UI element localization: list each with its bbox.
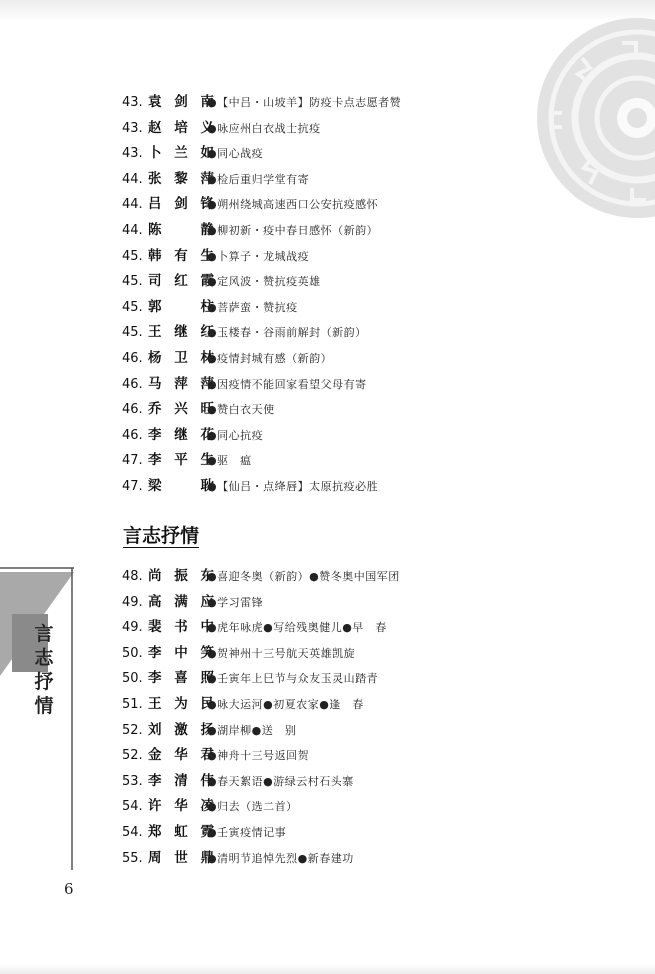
entry-title: ●检后重归学堂有寄 [207,172,310,186]
entry-author: 吕剑锋 [148,196,214,213]
entry-page-number: 44. [122,171,143,187]
entry-title: ●疫情封城有感（新韵） [207,351,333,365]
entry-title: ●同心抗疫 [207,428,264,442]
entry-author: 郭 柱 [148,298,214,315]
entry-page-number: 49. [122,620,143,636]
entry-author: 王为民 [148,695,214,712]
entry-page-number: 45. [122,299,143,315]
entry-author: 李平生 [148,452,214,469]
entry-title: ●朔州绕城高速西口公安抗疫感怀 [207,198,379,212]
entry-page-number: 50. [122,645,143,661]
entry-title: ●菩萨蛮・赞抗疫 [207,300,298,314]
entry-page-number: 53. [122,773,143,789]
entry-title: ●赞白衣天使 [207,403,275,417]
seal-decoration-icon [522,18,655,243]
entry-page-number: 45. [122,248,143,264]
entry-title: ●喜迎冬奥（新韵）●赞冬奥中国军团 [207,570,400,583]
entry-page-number: 48. [122,569,143,584]
entry-author: 李清伟 [148,772,214,789]
entry-page-number: 55. [122,850,143,866]
entry-author: 卜兰如 [148,145,214,162]
entry-title: ●虎年咏虎●写给残奥健儿●早 春 [207,621,387,635]
entry-title: ●壬寅疫情记事 [207,825,287,839]
entry-author: 乔兴旺 [148,401,214,418]
entry-title: ●清明节追悼先烈●新春建功 [207,851,354,865]
entry-title: ●柳初新・疫中春日感怀（新韵） [207,223,379,237]
entry-title: ●【中吕・山坡羊】防疫卡点志愿者赞 [207,96,402,109]
entry-author: 周世鼎 [148,849,214,866]
entry-author: 李中笑 [148,644,214,661]
entry-title: ●贺神州十三号航天英雄凯旋 [207,646,356,660]
entry-title: ●湖岸柳●送 别 [207,723,297,737]
entry-title: ●同心战疫 [207,147,264,161]
entry-page-number: 52. [122,748,143,764]
entry-title: ●玉楼春・谷雨前解封（新韵） [207,326,367,340]
entry-title: ●归去（选二首） [207,800,298,814]
entry-title: ●驱 瘟 [207,454,252,468]
entry-author: 许华凌 [148,798,214,815]
section-heading: 言志抒情 [123,525,200,547]
page-number: 6 [64,880,74,898]
entry-author: 王继红 [148,324,214,341]
entry-author: 李继花 [148,426,214,443]
entry-page-number: 54. [122,799,143,815]
entry-author: 袁剑南 [148,94,214,110]
entry-title: ●咏应州白衣战士抗疫 [207,121,321,135]
entry-page-number: 52. [122,722,143,738]
entry-page-number: 46. [122,427,143,443]
entry-page-number: 43. [122,120,143,136]
side-tab-label: 言志抒情 [34,623,54,717]
entry-title: ●学习雷锋 [207,595,264,609]
entry-title: ●春天絮语●游绿云村石头寨 [207,774,354,788]
bottom-edge-shadow [0,964,655,974]
entry-author: 马萍萍 [148,375,214,392]
side-section-tab [0,566,74,870]
entry-page-number: 43. [122,146,143,162]
entry-page-number: 44. [122,222,143,238]
entry-page-number: 46. [122,350,143,366]
entry-author: 杨卫林 [148,349,214,366]
entry-page-number: 44. [122,197,143,213]
entry-title: ●神舟十三号返回贺 [207,749,310,763]
entry-author: 郑虹霓 [148,823,214,840]
entry-page-number: 54. [122,824,143,840]
entry-author: 尚振东 [148,568,214,584]
entry-title: ●【仙吕・点绛唇】太原抗疫必胜 [207,479,379,493]
entry-author: 梁 耿 [148,477,214,494]
entry-page-number: 51. [122,696,143,712]
entry-author: 陈 静 [148,221,214,238]
entry-author: 高满应 [148,593,214,610]
entry-author: 刘激扬 [148,721,214,738]
entry-title: ●卜算子・龙城战疫 [207,249,310,263]
entry-page-number: 46. [122,376,143,392]
entry-page-number: 43. [122,95,143,110]
entry-page-number: 49. [122,594,143,610]
entry-author: 赵培义 [148,119,214,136]
entry-author: 韩有生 [148,247,214,264]
entry-author: 张黎萍 [148,170,214,187]
entry-page-number: 45. [122,274,143,290]
entry-author: 金华君 [148,747,214,764]
entry-title: ●咏大运河●初夏农家●逢 春 [207,697,364,711]
entry-author: 裴书中 [148,619,214,636]
entry-title: ●壬寅年上巳节与众友玉灵山踏青 [207,672,379,686]
entry-page-number: 47. [122,478,143,494]
entry-title: ●因疫情不能回家看望父母有寄 [207,377,367,391]
entry-title: ●定风波・赞抗疫英雄 [207,275,321,289]
entry-page-number: 47. [122,453,143,469]
entry-page-number: 50. [122,671,143,687]
entry-author: 李喜照 [148,670,214,687]
entry-author: 司红霞 [148,273,214,290]
entry-page-number: 45. [122,325,143,341]
entry-page-number: 46. [122,402,143,418]
